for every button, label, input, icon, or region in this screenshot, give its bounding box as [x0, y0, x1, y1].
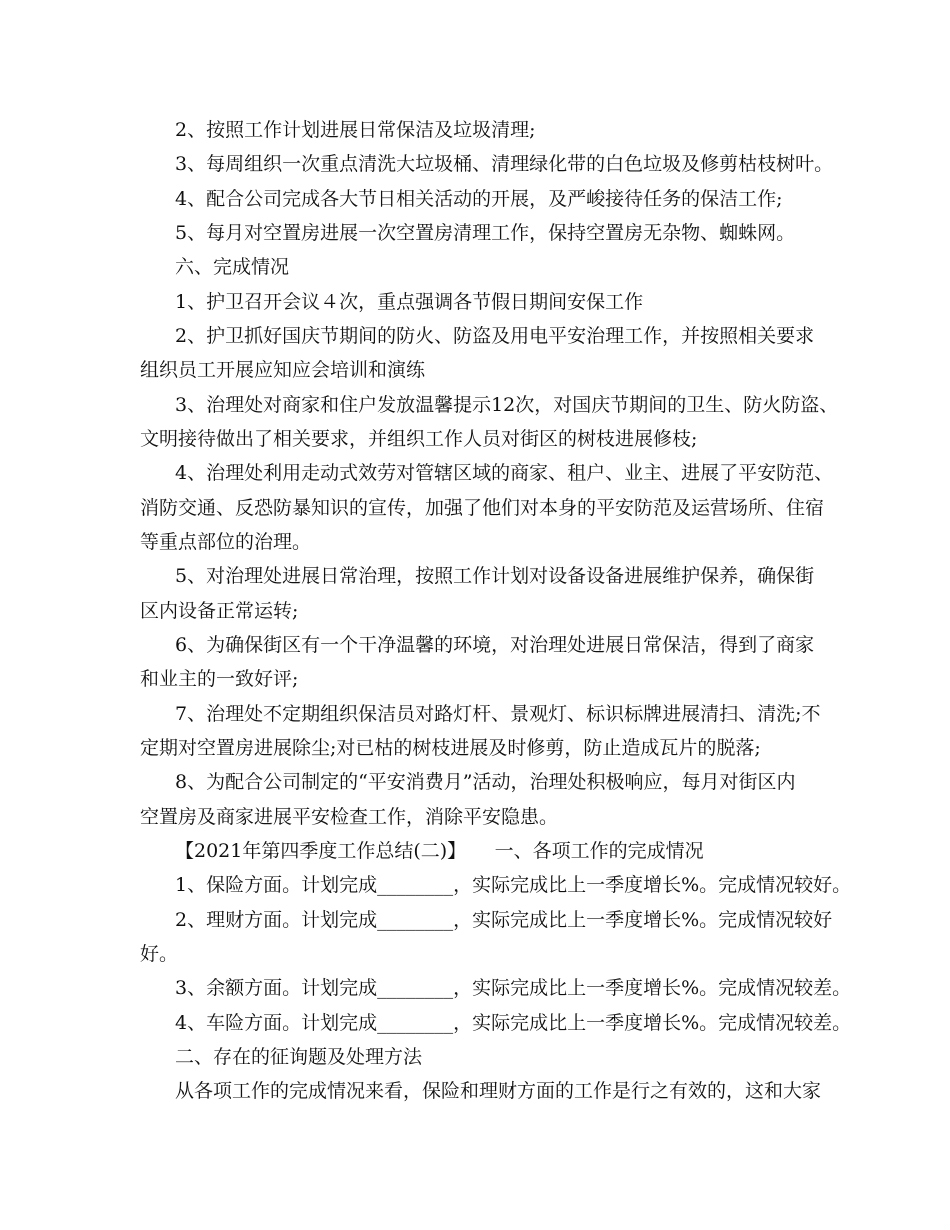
section-heading: 二、存在的征询题及处理方法 [175, 1046, 423, 1068]
paragraph-line: 定期对空置房进展除尘;对已枯的树枝进展及时修剪，防止造成瓦片的脱落; [140, 737, 761, 759]
paragraph-line: 2、护卫抓好国庆节期间的防火、防盗及用电平安治理工作，并按照相关要求 [175, 325, 815, 347]
paragraph-line: 1、护卫召开会议４次，重点强调各节假日期间安保工作 [175, 291, 644, 313]
paragraph-line: 好。 [140, 943, 179, 965]
paragraph-line: 2、按照工作计划进展日常保洁及垃圾清理; [175, 119, 536, 141]
paragraph-line: 2、理财方面。计划完成________，实际完成比上一季度增长%。完成情况较好 [175, 909, 833, 931]
section-heading: 六、完成情况 [175, 256, 290, 278]
paragraph-line: 4、配合公司完成各大节日相关活动的开展，及严峻接待任务的保洁工作; [175, 188, 783, 210]
paragraph-line: 4、治理处利用走动式效劳对管辖区域的商家、租户、业主、进展了平安防范、 [175, 462, 834, 484]
paragraph-line: 3、每周组织一次重点清洗大垃圾桶、清理绿化带的白色垃圾及修剪枯枝树叶。 [175, 153, 834, 175]
paragraph-line: 组织员工开展应知应会培训和演练 [140, 359, 426, 381]
paragraph-line: 空置房及商家进展平安检查工作，消除平安隐患。 [140, 806, 559, 828]
section-title: 【2021年第四季度工作总结(二)】 一、各项工作的完成情况 [175, 840, 704, 862]
paragraph-line: 8、为配合公司制定的“平安消费月”活动，治理处积极响应，每月对街区内 [175, 771, 796, 793]
paragraph-line: 等重点部位的治理。 [140, 531, 312, 553]
paragraph-line: 5、对治理处进展日常治理，按照工作计划对设备设备进展维护保养，确保街 [175, 565, 815, 587]
paragraph-line: 消防交通、反恐防暴知识的宣传，加强了他们对本身的平安防范及运营场所、住宿 [140, 497, 825, 519]
paragraph-line: 1、保险方面。计划完成________，实际完成比上一季度增长%。完成情况较好。 [175, 874, 852, 896]
paragraph-line: 7、治理处不定期组织保洁员对路灯杆、景观灯、标识标牌进展清扫、清洗;不 [175, 703, 821, 725]
paragraph-line: 区内设备正常运转; [140, 600, 299, 622]
paragraph-line: 6、为确保街区有一个干净温馨的环境，对治理处进展日常保洁，得到了商家 [175, 634, 815, 656]
paragraph-line: 3、治理处对商家和住户发放温馨提示12次，对国庆节期间的卫生、防火防盗、 [175, 394, 839, 416]
paragraph-line: 4、车险方面。计划完成________，实际完成比上一季度增长%。完成情况较差。 [175, 1012, 852, 1034]
paragraph-line: 从各项工作的完成情况来看，保险和理财方面的工作是行之有效的，这和大家 [175, 1080, 822, 1102]
paragraph-line: 和业主的一致好评; [140, 668, 299, 690]
paragraph-line: 5、每月对空置房进展一次空置房清理工作，保持空置房无杂物、蜘蛛网。 [175, 222, 796, 244]
paragraph-line: 文明接待做出了相关要求，并组织工作人员对街区的树枝进展修枝; [140, 428, 698, 450]
paragraph-line: 3、余额方面。计划完成________，实际完成比上一季度增长%。完成情况较差。 [175, 977, 852, 999]
